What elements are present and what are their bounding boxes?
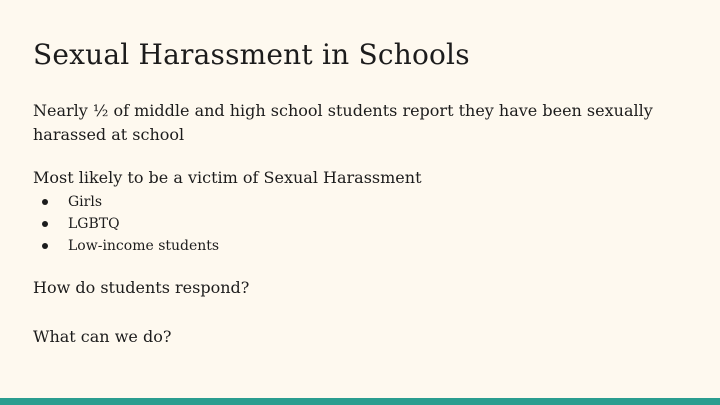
- action-question: What can we do?: [33, 327, 172, 346]
- list-item: [33, 213, 219, 235]
- slide-title: Sexual Harassment in Schools: [33, 38, 470, 71]
- victim-heading: Most likely to be a victim of Sexual Harassment: [33, 168, 422, 187]
- accent-bar: [0, 398, 720, 405]
- bullet-icon: [42, 199, 48, 205]
- bullet-icon: [42, 243, 48, 249]
- list-item-label: Low-income students: [68, 238, 220, 254]
- list-item: [33, 191, 219, 213]
- bullet-icon: [42, 221, 48, 227]
- list-item-label: Girls: [68, 194, 103, 210]
- response-question: How do students respond?: [33, 278, 250, 297]
- victim-list: [33, 191, 219, 257]
- statistic-paragraph: Nearly ½ of middle and high school students report they have been sexually harassed at school: [33, 101, 653, 144]
- list-item-label: LGBTQ: [68, 216, 120, 232]
- list-item: [33, 235, 219, 257]
